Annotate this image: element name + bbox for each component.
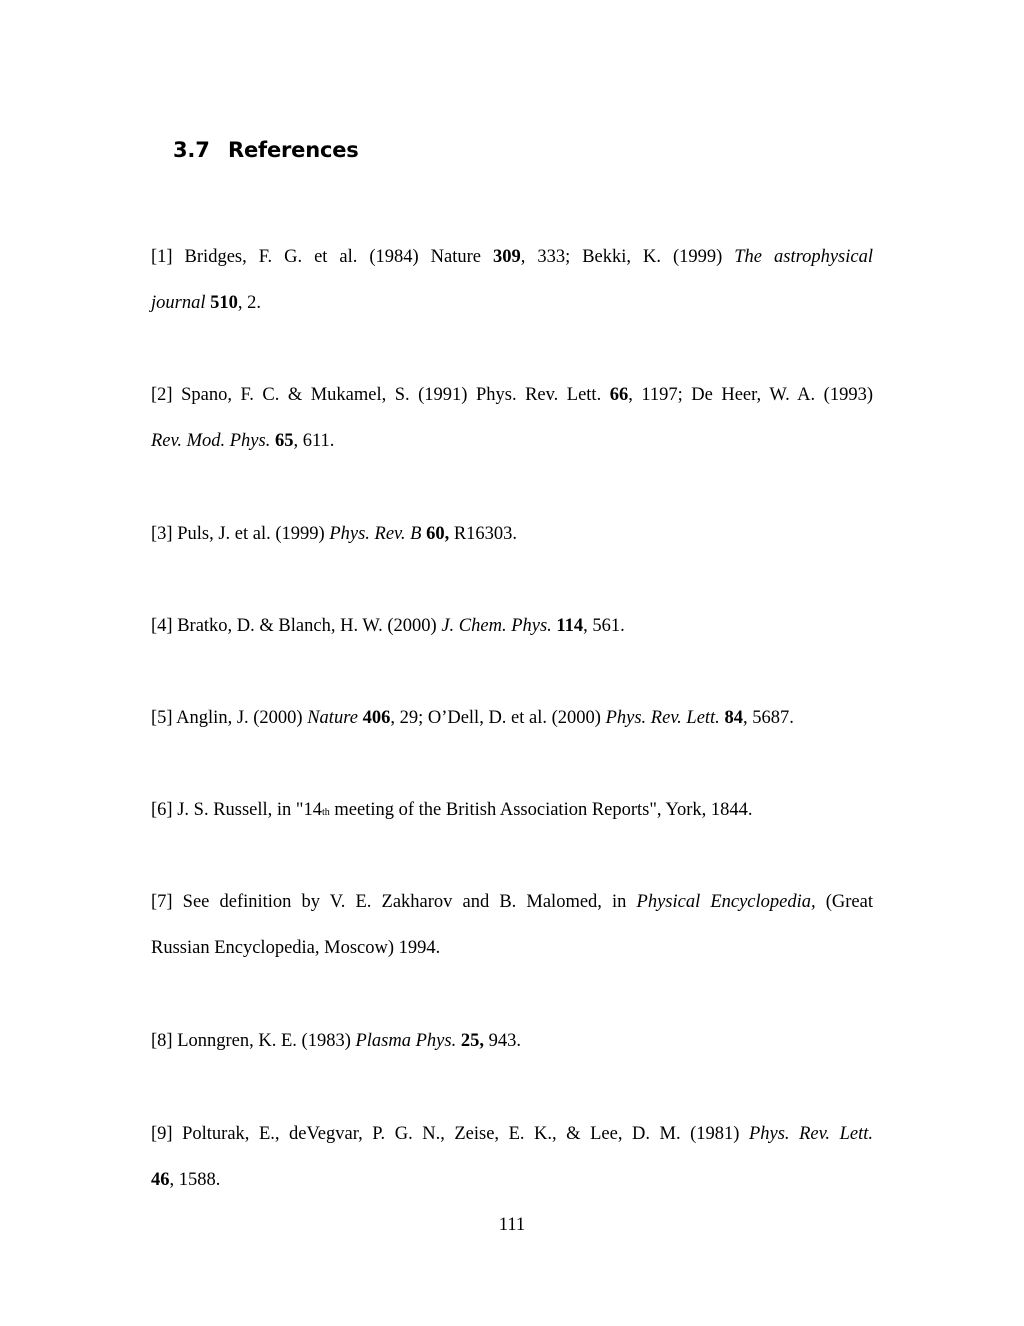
reference-item-4 bbox=[151, 603, 873, 649]
reference-line bbox=[151, 1111, 873, 1157]
reference-text: , 1588. bbox=[169, 1170, 221, 1190]
reference-text: Anglin, J. (2000) bbox=[172, 708, 308, 728]
reference-volume: 66 bbox=[609, 385, 629, 405]
reference-text: Bratko, D. & Blanch, H. W. (2000) bbox=[172, 616, 442, 636]
reference-text: , 1197; De Heer, W. A. (1993) bbox=[628, 385, 873, 405]
reference-text: Russian Encyclopedia, Moscow) 1994. bbox=[151, 938, 441, 958]
reference-line bbox=[151, 234, 873, 280]
reference-line bbox=[151, 787, 873, 833]
reference-text: Polturak, E., deVegvar, P. G. N., Zeise, E. K., & Lee, D. M. (1981) bbox=[172, 1124, 749, 1144]
reference-item-3 bbox=[151, 511, 873, 557]
page-number: 111 bbox=[498, 1215, 526, 1235]
reference-line bbox=[151, 511, 873, 557]
reference-journal: Phys. Rev. B bbox=[329, 524, 422, 544]
reference-text: , 611. bbox=[293, 431, 335, 451]
reference-volume: 25, bbox=[460, 1031, 484, 1051]
reference-text: Spano, F. C. & Mukamel, S. (1991) Phys. Rev. Lett. bbox=[172, 385, 610, 405]
reference-text: (Great bbox=[815, 892, 873, 912]
reference-journal: Phys. Rev. Lett. bbox=[748, 1124, 873, 1144]
reference-text: , 5687. bbox=[742, 708, 794, 728]
reference-item-8 bbox=[151, 1018, 873, 1064]
reference-label: [6] bbox=[151, 800, 173, 820]
reference-label: [4] bbox=[151, 616, 173, 636]
reference-line bbox=[151, 925, 873, 971]
ordinal-suffix: th bbox=[322, 807, 330, 818]
reference-item-6 bbox=[151, 787, 873, 833]
reference-item-5 bbox=[151, 695, 873, 741]
reference-label: [5] bbox=[151, 708, 173, 728]
reference-journal: Rev. Mod. Phys. bbox=[151, 431, 271, 451]
reference-item-2 bbox=[151, 372, 873, 464]
reference-text: , 333; Bekki, K. (1999) bbox=[520, 247, 735, 267]
reference-text: , 561. bbox=[583, 616, 625, 636]
reference-text: Bridges, F. G. et al. (1984) Nature bbox=[172, 247, 493, 267]
reference-journal: The astrophysical bbox=[734, 247, 873, 267]
reference-journal: Phys. Rev. Lett. bbox=[605, 708, 720, 728]
reference-text: , 29; O’Dell, D. et al. (2000) bbox=[390, 708, 606, 728]
reference-journal: Physical Encyclopedia, bbox=[636, 892, 816, 912]
reference-item-1 bbox=[151, 234, 873, 326]
reference-text: 943. bbox=[483, 1031, 521, 1051]
reference-line bbox=[151, 1157, 873, 1203]
reference-line bbox=[151, 280, 873, 326]
section-heading bbox=[173, 138, 359, 162]
reference-text: meeting of the British Association Reports", York, 1844. bbox=[329, 800, 753, 820]
reference-line bbox=[151, 372, 873, 418]
reference-label: [2] bbox=[151, 385, 173, 405]
reference-item-9 bbox=[151, 1111, 873, 1203]
reference-journal: journal bbox=[151, 293, 206, 313]
reference-volume: 84 bbox=[724, 708, 743, 728]
reference-volume: 60, bbox=[426, 524, 450, 544]
reference-text: Puls, J. et al. (1999) bbox=[172, 524, 330, 544]
reference-line bbox=[151, 603, 873, 649]
reference-text: , 2. bbox=[237, 293, 261, 313]
reference-text: R16303. bbox=[449, 524, 518, 544]
reference-text: J. S. Russell, in "14 bbox=[172, 800, 322, 820]
reference-line bbox=[151, 418, 873, 464]
reference-volume: 406 bbox=[362, 708, 391, 728]
reference-journal: J. Chem. Phys. bbox=[441, 616, 552, 636]
reference-label: [3] bbox=[151, 524, 173, 544]
reference-volume: 309 bbox=[492, 247, 521, 267]
reference-journal: Plasma Phys. bbox=[355, 1031, 457, 1051]
reference-volume: 65 bbox=[274, 431, 294, 451]
reference-label: [9] bbox=[151, 1124, 173, 1144]
reference-line bbox=[151, 1018, 873, 1064]
reference-label: [1] bbox=[151, 247, 173, 267]
reference-text: See definition by V. E. Zakharov and B. Malomed, in bbox=[172, 892, 637, 912]
section-title: References bbox=[228, 138, 359, 162]
section-number: 3.7 bbox=[173, 138, 210, 162]
reference-volume: 510 bbox=[210, 293, 238, 313]
reference-item-7 bbox=[151, 879, 873, 971]
reference-label: [8] bbox=[151, 1031, 173, 1051]
reference-label: [7] bbox=[151, 892, 173, 912]
reference-line bbox=[151, 879, 873, 925]
reference-volume: 114 bbox=[556, 616, 584, 636]
reference-text: Lonngren, K. E. (1983) bbox=[172, 1031, 356, 1051]
reference-journal: Nature bbox=[307, 708, 358, 728]
reference-line bbox=[151, 695, 873, 741]
reference-volume: 46 bbox=[151, 1170, 170, 1190]
